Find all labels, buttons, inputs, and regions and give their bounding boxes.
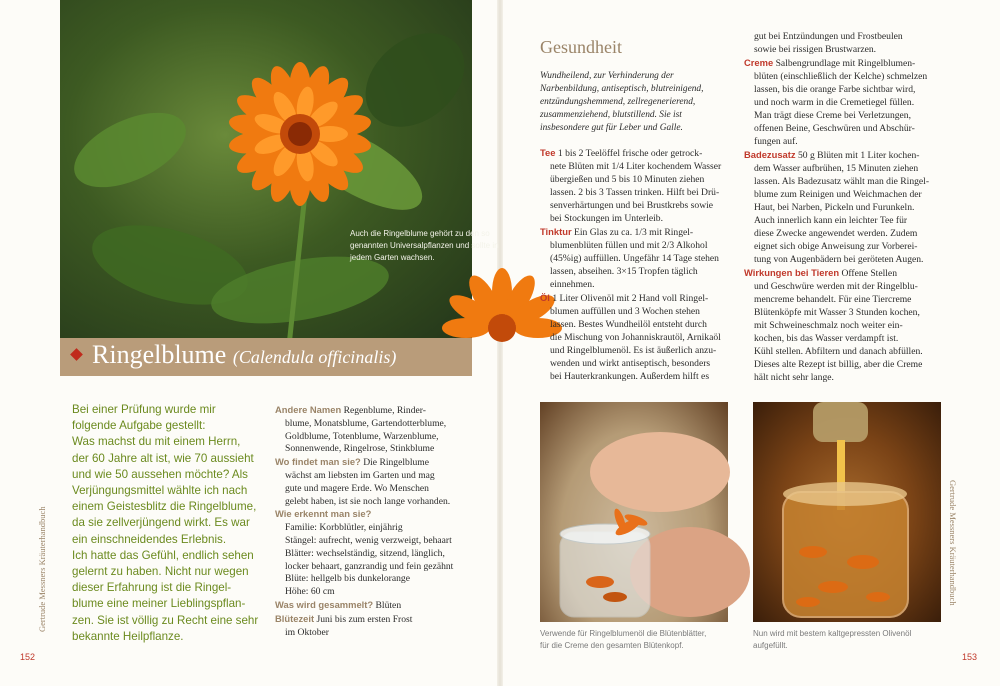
remedy-text: tung von Augenbädern bei geröteten Augen. bbox=[754, 254, 924, 265]
story-line: und wie 50 aussehen möchte? Als bbox=[72, 467, 248, 481]
remedy-text: Ein Glas zu ca. 1/3 mit Ringel- bbox=[574, 227, 694, 238]
remedies-column-left bbox=[540, 146, 735, 383]
remedy-text: Offene Stellen bbox=[841, 268, 897, 279]
fact-bloom-time bbox=[275, 613, 480, 627]
remedy-label: Tinktur bbox=[540, 226, 572, 237]
fact-text: Höhe: 60 cm bbox=[285, 586, 335, 598]
remedy-text: Dieses alte Rezept ist billig, aber die Creme bbox=[754, 359, 923, 370]
story-line: gelernt zu haben. Nicht nur wegen bbox=[72, 565, 249, 579]
remedy-text: bei Stockungen im Unterleib. bbox=[550, 213, 663, 224]
remedy-text: Kühl stellen. Abfiltern und danach abfüllen. bbox=[754, 346, 923, 357]
remedy-text: eignet sich obige Anweisung zur Vorberei- bbox=[754, 241, 918, 252]
remedy-text: 1 Liter Olivenöl mit 2 Hand voll Ringel- bbox=[552, 293, 709, 304]
remedy-text: senverhärtungen und bei Brustkrebs sowie bbox=[550, 200, 714, 211]
remedy-tinktur bbox=[540, 225, 735, 239]
fact-habitat bbox=[275, 456, 480, 470]
story-line: Bei einer Prüfung wurde mir bbox=[72, 403, 216, 416]
remedy-text: und noch warm in die Cremetiegel füllen. bbox=[754, 97, 915, 108]
summary-line: zusammenziehend, blutstillend. Sie ist bbox=[540, 110, 682, 120]
story-line: folgende Aufgabe gestellt: bbox=[72, 419, 206, 433]
latin-name: (Calendula officinalis) bbox=[232, 347, 397, 367]
fact-label: Andere Namen bbox=[275, 404, 342, 415]
summary-line: Narbenbildung, antiseptisch, blutreinigend, bbox=[540, 84, 704, 94]
story-line: zen. Sie ist völlig zu Recht eine sehr bbox=[72, 613, 259, 627]
fact-text: im Oktober bbox=[285, 626, 329, 638]
plant-name: Ringelblume bbox=[92, 340, 227, 369]
story-line: der 60 Jahre alt ist, wie 70 aussieht bbox=[72, 451, 254, 465]
remedy-creme bbox=[744, 56, 942, 70]
story-line: Was machst du mit einem Herrn, bbox=[72, 435, 241, 449]
fact-text: Juni bis zum ersten Frost bbox=[316, 613, 413, 625]
summary-line: insbesondere gut für Leber und Galle. bbox=[540, 123, 683, 133]
remedy-text: mencreme behandelt. Für eine Tiercreme bbox=[754, 294, 912, 305]
remedy-text: wenden und wirkt antiseptisch, besonders bbox=[550, 358, 711, 369]
remedy-text: lassen, bis die orange Farbe sichtbar wird, bbox=[754, 84, 916, 95]
fact-label: Wo findet man sie? bbox=[275, 456, 361, 468]
remedy-text: nete Blüten mit 1/4 Liter kochendem Wasser bbox=[550, 161, 722, 172]
story-line: blume eine meiner Lieblingspflan- bbox=[72, 597, 246, 611]
fact-text: Goldblume, Totenblume, Warzenblume, bbox=[285, 430, 439, 442]
remedy-text: Man trägt diese Creme bei Verletzungen, bbox=[754, 110, 911, 121]
story-line: da sie zellverjüngend wirkt. Es war bbox=[72, 516, 250, 530]
remedy-label: Tee bbox=[540, 147, 556, 158]
remedy-text: und Ringelblumenöl. Es ist äußerlich anzu- bbox=[550, 345, 717, 356]
story-line: dieser Erfahrung ist die Ringel- bbox=[72, 581, 232, 595]
health-summary bbox=[540, 70, 740, 135]
remedy-tee bbox=[540, 146, 735, 160]
remedy-text: mit Schweineschmalz noch weiter ein- bbox=[754, 320, 903, 331]
remedy-text: bei Hauterkrankungen. Außerdem hilft es bbox=[550, 371, 710, 382]
remedy-text: fungen auf. bbox=[754, 136, 798, 147]
remedy-text: Blütenköpfe mit Wasser 3 Stunden kochen, bbox=[754, 307, 920, 318]
remedy-text: blume zum Reinigen und Weichmachen der bbox=[754, 189, 922, 200]
remedy-label: Öl bbox=[540, 292, 550, 303]
running-title-right: Gertrude Messners Kräuterhandbuch bbox=[948, 480, 958, 606]
story-line: Verjüngungsmittel wählte ich nach bbox=[72, 484, 248, 498]
story-line: ein einschneidendes Erlebnis. bbox=[72, 532, 227, 546]
remedy-text: kochen, bis das Wasser verdampft ist. bbox=[754, 333, 899, 344]
remedy-text: offenen Beine, Geschwüren und Abschür- bbox=[754, 123, 915, 134]
remedy-text: gut bei Entzündungen und Frostbeulen bbox=[754, 31, 903, 42]
remedy-text: hält nicht sehr lange. bbox=[754, 372, 834, 383]
remedy-label: Wirkungen bei Tieren bbox=[744, 267, 840, 278]
fact-text: gelebt haben, ist sie noch lange vorhanden. bbox=[285, 495, 451, 507]
story-line: einem Geistesblitz die Ringelblume, bbox=[72, 500, 257, 514]
fact-text: Stängel: aufrecht, wenig verzweigt, behaart bbox=[285, 534, 452, 546]
caption-line: aufgefüllt. bbox=[753, 640, 788, 650]
remedy-text: lassen, abseihen. 3×15 Tropfen täglich bbox=[550, 266, 698, 277]
caption-line: Verwende für Ringelblumenöl die Blütenblätter, bbox=[540, 629, 707, 638]
remedy-text: (45%ig) auffüllen. Ungefähr 14 Tage stehen bbox=[550, 253, 719, 264]
remedy-text: einnehmen. bbox=[550, 279, 595, 290]
fact-text: blume, Monatsblume, Gartendotterblume, bbox=[285, 417, 447, 429]
fact-text: locker behaart, ganzrandig und fein gezähnt bbox=[285, 560, 454, 572]
page-number-left: 152 bbox=[20, 652, 36, 662]
remedy-text: die Mischung von Johanniskrautöl, Arnikaöl bbox=[550, 332, 721, 343]
remedy-tiere bbox=[744, 266, 942, 280]
story-line: Ich hatte das Gefühl, endlich sehen bbox=[72, 548, 254, 562]
photo-caption-left bbox=[540, 628, 730, 651]
remedy-text: blumen auffüllen und 3 Wochen stehen bbox=[550, 306, 700, 317]
running-title-left: Gertrude Messners Kräuterhandbuch bbox=[37, 506, 47, 632]
remedy-text: und Geschwüre werden mit der Ringelblu- bbox=[754, 281, 918, 292]
caption-line: für die Creme den gesamten Blütenkopf. bbox=[540, 640, 684, 650]
fact-text: Blüte: hellgelb bis dunkelorange bbox=[285, 573, 410, 585]
page-title bbox=[92, 340, 396, 370]
oil-pouring-photo bbox=[753, 402, 941, 622]
summary-line: entzündungshemmend, zellregenerierend, bbox=[540, 97, 696, 107]
photo-caption-right bbox=[753, 628, 943, 651]
marigold-flower bbox=[228, 62, 372, 206]
remedy-badezusatz bbox=[744, 148, 942, 162]
fact-text: Sonnenwende, Ringelrose, Stinkblume bbox=[285, 443, 435, 455]
section-heading: Gesundheit bbox=[540, 37, 622, 57]
remedy-text: übergießen und 5 bis 10 Minuten ziehen bbox=[550, 174, 705, 185]
fact-text: Familie: Korbblütler, einjährig bbox=[285, 522, 403, 534]
remedy-text: dem Wasser aufbrühen, 15 Minuten ziehen bbox=[754, 163, 919, 174]
fact-text: wächst am liebsten im Garten und mag bbox=[285, 469, 435, 481]
remedy-text: lassen. Bestes Wundheilöl entsteht durch bbox=[550, 319, 707, 330]
fact-label: Blütezeit bbox=[275, 612, 315, 624]
story-line: bekannte Heilpflanze. bbox=[72, 629, 184, 643]
remedies-column-right bbox=[744, 30, 942, 384]
remedy-text: lassen. Als Badezusatz wählt man die Ringel- bbox=[754, 176, 930, 187]
remedy-oel bbox=[540, 291, 735, 305]
fact-text: Blätter: wechselständig, sitzend, länglich, bbox=[285, 547, 445, 559]
marigold-photo bbox=[60, 0, 499, 338]
remedy-label: Badezusatz bbox=[744, 149, 796, 160]
remedy-text: blüten (einschließlich der Kelche) schmelzen bbox=[754, 71, 928, 82]
fact-text: gute und magere Erde. Wo Menschen bbox=[285, 482, 429, 494]
remedy-text: Haut, bei Narben, Pickeln und Furunkeln. bbox=[754, 202, 915, 213]
remedy-text: sowie bei rissigen Brustwarzen. bbox=[754, 44, 877, 55]
fact-identification bbox=[275, 508, 480, 522]
remedy-text: Auch innerlich kann ein leichter Tee für bbox=[754, 215, 908, 226]
fact-text: Die Ringelblume bbox=[363, 457, 429, 469]
hands-petals-photo bbox=[540, 402, 728, 622]
remedy-text: blumenblüten füllen und mit 2/3 Alkohol bbox=[550, 240, 708, 251]
fact-text: Regenblume, Rinder- bbox=[343, 405, 426, 416]
hero-caption: Auch die Ringelblume gehört zu den so genannten Universalpflanzen und sollte in jedem Garten wachsen. bbox=[350, 229, 499, 262]
summary-line: Wundheilend, zur Verhinderung der bbox=[540, 71, 674, 81]
remedy-text: 1 bis 2 Teelöffel frische oder getrock- bbox=[557, 148, 703, 159]
page-number-right: 153 bbox=[962, 652, 978, 662]
remedy-label: Creme bbox=[744, 57, 774, 68]
remedy-text: Salbengrundlage mit Ringelblumen- bbox=[775, 58, 916, 69]
fact-other-names bbox=[275, 404, 480, 418]
remedy-text: 50 g Blüten mit 1 Liter kochen- bbox=[797, 150, 920, 161]
remedy-text: lassen. 2 bis 3 Tassen trinken. Hilft bei Drü- bbox=[550, 187, 720, 198]
fact-label: Was wird gesammelt? bbox=[275, 598, 374, 610]
caption-line: Nun wird mit bestem kaltgepressten Olivenöl bbox=[753, 629, 912, 638]
fact-text: Blüten bbox=[375, 599, 402, 611]
fact-label: Wie erkennt man sie? bbox=[275, 508, 372, 520]
plant-facts bbox=[275, 404, 480, 639]
remedy-text: diese Zwecke angewendet werden. Zudem bbox=[754, 228, 918, 239]
intro-story bbox=[72, 402, 262, 645]
fact-collected bbox=[275, 599, 480, 613]
